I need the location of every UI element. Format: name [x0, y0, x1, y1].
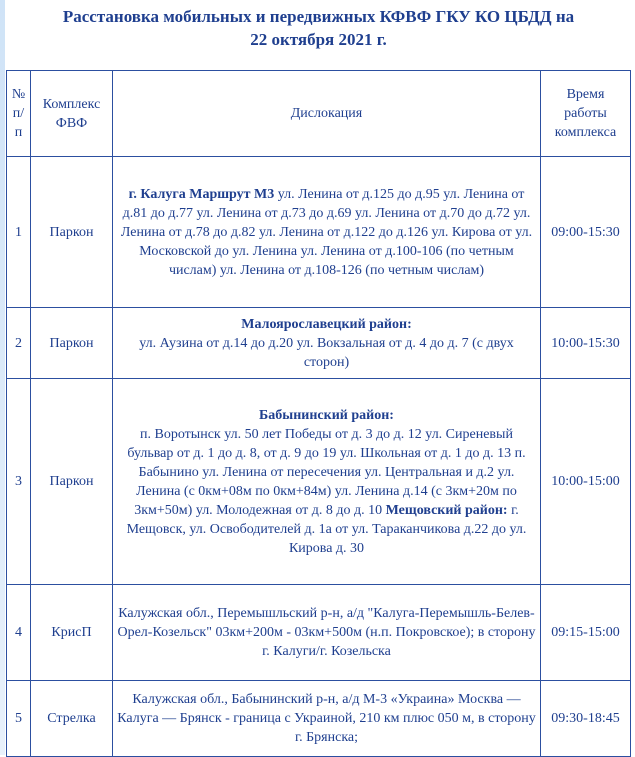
cell-location	[113, 308, 541, 379]
cell-time: 10:00-15:00	[541, 379, 631, 585]
cell-time: 09:30-18:45	[541, 681, 631, 757]
left-accent-bar	[0, 0, 5, 755]
location-heading: г. Калуга Маршрут М3	[128, 186, 275, 202]
cell-location: Калужская обл., Бабынинский р-н, а/д М-3 «Украина» Москва — Калуга — Брянск - граница с Украиной, 210 км плюс 050 м, в сторону г. Брянска;	[113, 681, 541, 757]
cell-time: 09:15-15:00	[541, 585, 631, 681]
location-heading: Малоярославецкий район:	[241, 316, 412, 332]
table-row	[7, 379, 631, 585]
header-location: Дислокация	[113, 71, 541, 157]
table-row	[7, 157, 631, 308]
cell-complex: Паркон	[31, 308, 113, 379]
cell-time: 09:00-15:30	[541, 157, 631, 308]
cell-num: 1	[7, 157, 31, 308]
header-complex: Комплекс ФВФ	[31, 71, 113, 157]
cell-num: 2	[7, 308, 31, 379]
location-text: ул. Аузина от д.14 до д.20 ул. Вокзальная от д. 4 до д. 7 (с двух сторон)	[139, 335, 514, 370]
cell-complex: КрисП	[31, 585, 113, 681]
cell-time: 10:00-15:30	[541, 308, 631, 379]
title-line-2: 22 октября 2021 г.	[250, 30, 387, 49]
header-time: Время работы комплекса	[541, 71, 631, 157]
cell-complex: Паркон	[31, 379, 113, 585]
table-row	[7, 585, 631, 681]
location-text: п. Воротынск ул. 50 лет Победы от д. 3 до д. 12 ул. Сиреневый бульвар от д. 1 до д. 8, от д. 9 до 19 ул. Школьная от д. 1 до д. 13 п. Бабынино ул. Ленина от пересечения ул. Центральная и д.2 ул. Ленина (с 0км+08м по 0км+84м) ул. Ленина д.14 (с 3км+20м по 3км+50м) ул. Молодежная от д. 8 до д. 10	[127, 426, 526, 518]
cell-num: 4	[7, 585, 31, 681]
cell-location: Калужская обл., Перемышльский р-н, а/д "Калуга-Перемышль-Белев-Орел-Козельск" 03км+200м - 03км+500м (н.п. Покровское); в сторону г. Калуги/г. Козельска	[113, 585, 541, 681]
table-row	[7, 681, 631, 757]
cell-complex: Паркон	[31, 157, 113, 308]
cell-complex: Стрелка	[31, 681, 113, 757]
table-header-row	[7, 71, 631, 157]
table-row	[7, 308, 631, 379]
location-text-2: г. Мещовск, ул. Освободителей д. 1а от ул. Тараканчикова д.22 до ул. Кирова д. 30	[126, 502, 527, 556]
cell-num: 3	[7, 379, 31, 585]
cell-num: 5	[7, 681, 31, 757]
location-heading-2: Мещовский район:	[385, 502, 508, 518]
schedule-table	[6, 70, 631, 757]
title-line-1: Расстановка мобильных и передвижных КФВФ ГКУ КО ЦБДД на	[62, 7, 575, 26]
cell-location	[113, 157, 541, 308]
location-heading: Бабынинский район:	[259, 407, 394, 423]
page-title	[6, 5, 631, 51]
cell-location	[113, 379, 541, 585]
location-text: ул. Ленина от д.125 до д.95 ул. Ленина от д.81 до д.77 ул. Ленина от д.73 до д.69 ул. Ленина от д.70 до д.72 ул. Ленина от д.78 до д.82 ул. Ленина от д.122 до д.126 ул. Кирова от ул. Московской до ул. Ленина ул. Ленина от д.100-106 (по четным числам) ул. Ленина от д.108-126 (по четным числам)	[120, 186, 533, 278]
header-num: № п/п	[7, 71, 31, 157]
